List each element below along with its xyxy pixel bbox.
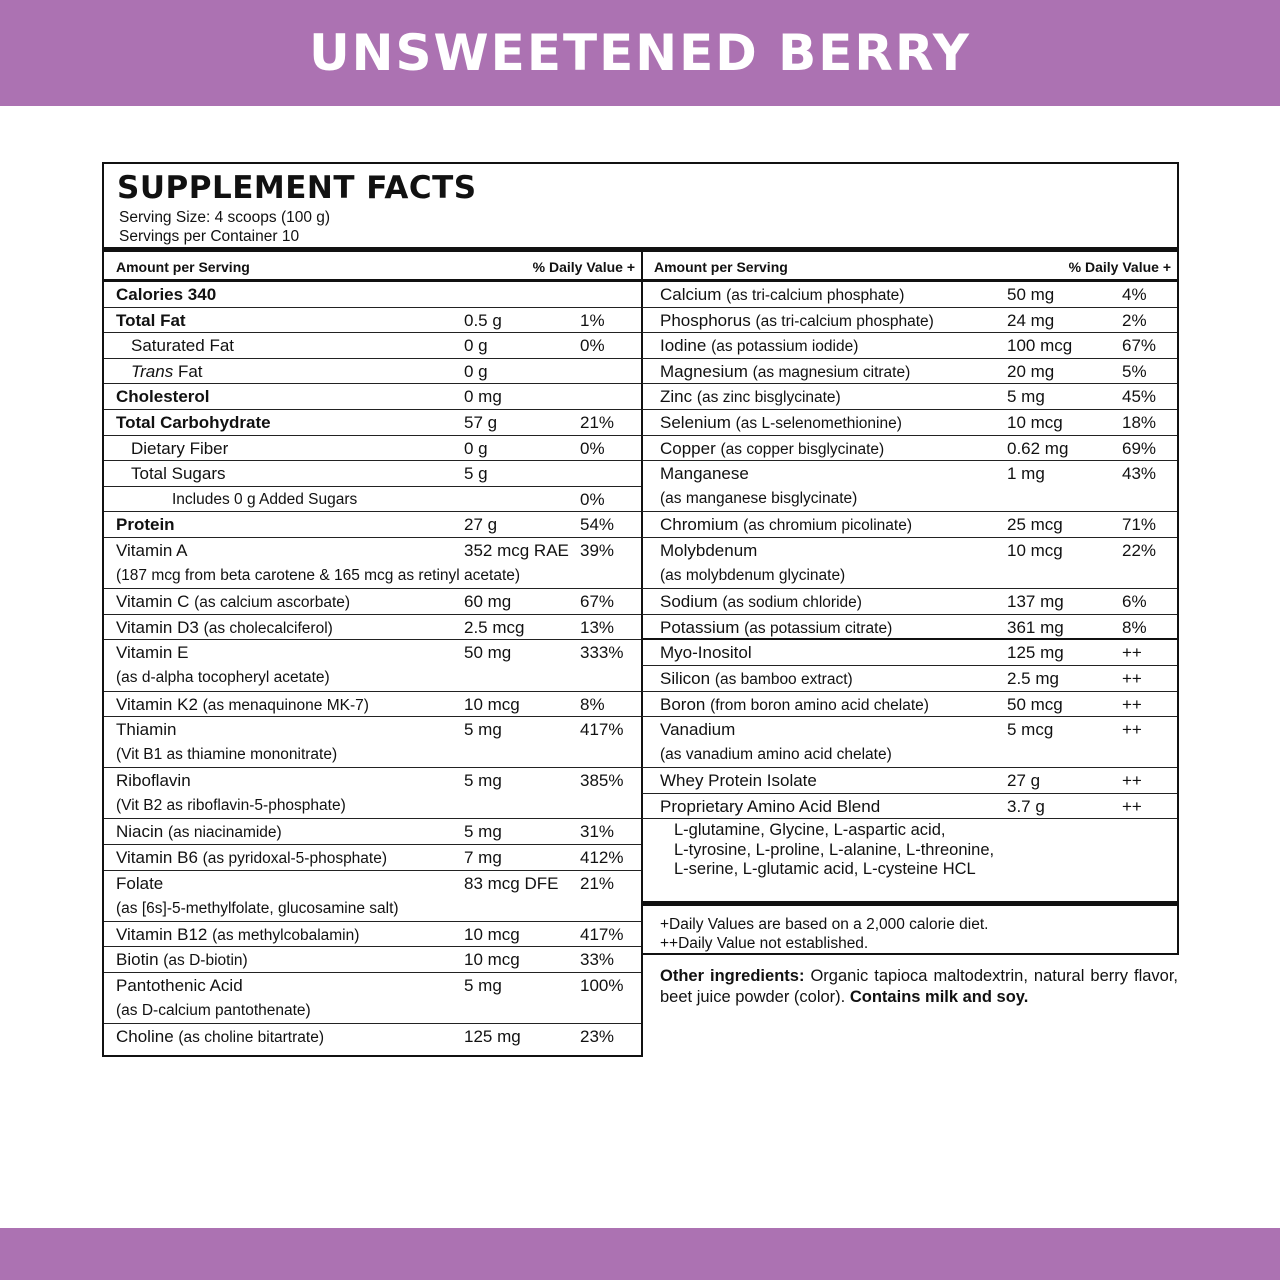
nutrient-row [104, 512, 641, 538]
nutrient-name [172, 491, 357, 509]
nutrient-daily-value: ++ [1122, 796, 1142, 816]
nutrient-daily-value: 21% [580, 873, 615, 893]
nutrient-name-text: Total Carbohydrate [116, 412, 271, 432]
nutrient-source: (as bamboo extract) [714, 670, 853, 688]
allergen-statement: Contains milk and soy. [849, 988, 1029, 1006]
nutrient-name-text: Silicon [660, 668, 711, 688]
nutrient-amount: 5 mg [1007, 387, 1045, 407]
nutrient-row [642, 640, 1177, 666]
daily-value-header: % Daily Value + [1068, 259, 1171, 275]
nutrient-source: (Vit B1 as thiamine mononitrate) [116, 746, 338, 764]
nutrient-name-text: Saturated Fat [131, 336, 235, 356]
nutrient-row [642, 282, 1177, 308]
nutrient-source: (as chromium picolinate) [743, 517, 912, 535]
nutrient-name [660, 515, 912, 535]
nutrient-name-text: Manganese [660, 464, 749, 484]
nutrient-name [116, 541, 188, 561]
nutrient-amount: 20 mg [1007, 361, 1055, 381]
nutrient-source: (as menaquinone MK-7) [202, 696, 369, 714]
nutrient-source: (as molybdenum glycinate) [660, 566, 846, 584]
nutrient-row [642, 333, 1177, 359]
nutrient-amount: 0 g [464, 438, 488, 458]
nutrient-daily-value: 13% [580, 617, 615, 637]
nutrient-amount: 10 mcg [464, 924, 520, 944]
nutrient-name [116, 592, 350, 612]
nutrient-name-text: Calcium [660, 285, 722, 304]
nutrient-name-text: Includes 0 g Added Sugars [172, 490, 358, 508]
nutrient-name [131, 362, 203, 382]
nutrient-amount: 3.7 g [1007, 796, 1045, 816]
nutrient-amount: 100 mcg [1007, 336, 1073, 356]
footnote-daily-value: +Daily Values are based on a 2,000 calorie diet. [660, 916, 989, 934]
nutrient-name [660, 413, 902, 433]
nutrient-name [116, 976, 243, 996]
nutrient-name-text: Potassium [660, 617, 740, 637]
nutrient-amount: 50 mg [464, 643, 512, 663]
nutrient-daily-value: ++ [1122, 643, 1142, 663]
nutrient-name-text: Vanadium [660, 720, 736, 740]
nutrient-name [116, 925, 359, 945]
nutrient-name-text: Vitamin C [116, 592, 190, 612]
nutrient-name [660, 464, 749, 484]
nutrient-name [660, 669, 853, 689]
nutrient-daily-value: 33% [580, 950, 615, 970]
nutrient-row [104, 359, 641, 385]
nutrient-source: (as methylcobalamin) [212, 926, 360, 944]
nutrient-daily-value: 71% [1122, 515, 1157, 535]
blend-line: L-tyrosine, L-proline, L-alanine, L-threonine, [674, 840, 995, 859]
nutrient-name [116, 874, 163, 894]
nutrient-name [660, 336, 858, 356]
footnote-not-established: ++Daily Value not established. [660, 935, 869, 953]
nutrient-name-italic: Trans [131, 361, 174, 381]
facts-header [102, 162, 1179, 247]
nutrient-row [642, 538, 1177, 589]
nutrient-source: (as tri-calcium phosphate) [726, 287, 905, 304]
nutrient-source: (as D-calcium pantothenate) [116, 1002, 311, 1020]
nutrient-name [116, 848, 387, 868]
nutrient-daily-value: 69% [1122, 438, 1157, 458]
nutrient-source: (as sodium chloride) [722, 594, 862, 612]
nutrient-source: (from boron amino acid chelate) [710, 696, 929, 714]
nutrient-name-text: Dietary Fiber [131, 438, 229, 458]
nutrient-name-text: Copper [660, 438, 716, 458]
blend-line: L-serine, L-glutamic acid, L-cysteine HCL [674, 860, 976, 879]
nutrient-source: (as tri-calcium phosphate) [755, 312, 934, 330]
nutrient-name-text: Calories 340 [116, 285, 217, 304]
nutrient-amount: 137 mg [1007, 592, 1064, 612]
nutrient-amount: 0.62 mg [1007, 438, 1069, 458]
nutrient-amount: 0 g [464, 361, 488, 381]
nutrient-row [104, 871, 641, 922]
nutrient-source: (as cholecalciferol) [203, 619, 333, 637]
nutrient-amount: 5 mg [464, 976, 502, 996]
nutrient-row [642, 512, 1177, 538]
nutrient-name [660, 387, 841, 407]
nutrient-name [660, 592, 862, 612]
nutrient-name-text: Zinc [660, 387, 693, 407]
nutrient-name-text: Sodium [660, 592, 718, 612]
nutrient-name-text: Vitamin K2 [116, 694, 198, 714]
nutrient-name-text: Folate [116, 873, 164, 893]
nutrient-row [642, 794, 1177, 820]
nutrient-amount: 5 mg [464, 822, 502, 842]
amount-per-serving-header: Amount per Serving [654, 259, 788, 275]
nutrient-amount: 27 g [1007, 771, 1041, 791]
nutrient-row [104, 333, 641, 359]
serving-size: Serving Size: 4 scoops (100 g) [119, 209, 331, 226]
nutrient-row [642, 717, 1177, 768]
nutrient-name-text: Boron [660, 694, 706, 714]
nutrient-daily-value: 8% [580, 694, 605, 714]
nutrient-source: (as potassium citrate) [744, 619, 893, 637]
left-column [102, 252, 643, 1057]
nutrient-source: (as pyridoxal-5-phosphate) [202, 850, 388, 868]
nutrient-daily-value: 100% [580, 976, 624, 996]
flavor-title: UNSWEETENED BERRY [309, 24, 971, 82]
nutrient-daily-value: 31% [580, 822, 615, 842]
nutrient-amount: 50 mcg [1007, 694, 1063, 714]
nutrient-name-text: Riboflavin [116, 771, 191, 791]
nutrient-name-text: Iodine [660, 336, 707, 356]
nutrient-amount: 25 mcg [1007, 515, 1063, 535]
nutrient-amount: 7 mg [464, 848, 502, 868]
nutrient-amount: 83 mcg DFE [464, 873, 559, 893]
nutrient-daily-value: ++ [1122, 668, 1142, 688]
nutrient-name [660, 618, 892, 638]
nutrient-amount: 0.5 g [464, 310, 502, 330]
other-ingredients-label: Other ingredients: [660, 967, 805, 985]
nutrient-row [642, 410, 1177, 436]
nutrient-amount: 2.5 mcg [464, 617, 525, 637]
nutrient-name [116, 822, 282, 842]
nutrient-row [642, 666, 1177, 692]
nutrient-row [104, 282, 641, 308]
nutrient-source: (as manganese bisglycinate) [660, 490, 858, 508]
nutrient-daily-value: 18% [1122, 412, 1157, 432]
nutrient-name-text: Protein [116, 515, 175, 535]
nutrient-name [116, 618, 333, 638]
nutrient-row [104, 308, 641, 334]
nutrient-name-text: Vitamin A [116, 540, 188, 560]
nutrient-name-text: Vitamin D3 [116, 617, 199, 637]
nutrient-row [642, 359, 1177, 385]
nutrient-source: (187 mcg from beta carotene & 165 mcg as retinyl acetate) [116, 566, 521, 584]
nutrient-source: (as choline bitartrate) [178, 1029, 324, 1047]
nutrient-name [116, 285, 216, 305]
nutrient-name-text: Cholesterol [116, 387, 210, 407]
nutrient-amount: 5 mcg [1007, 720, 1054, 740]
right-rows [642, 282, 1177, 819]
nutrient-row [642, 436, 1177, 462]
nutrient-name-text: Vitamin B6 [116, 848, 198, 868]
nutrient-amount: 2.5 mg [1007, 668, 1059, 688]
nutrient-source: (as [6s]-5-methylfolate, glucosamine salt) [116, 899, 399, 917]
nutrient-amount: 10 mcg [464, 950, 520, 970]
nutrient-name [660, 643, 752, 663]
nutrient-name [660, 285, 904, 305]
nutrient-row [642, 589, 1177, 615]
nutrient-name-text: Thiamin [116, 720, 177, 740]
nutrient-amount: 0 mg [464, 387, 502, 407]
nutrient-name [131, 336, 234, 356]
nutrient-name-text: Selenium [660, 412, 731, 432]
nutrient-daily-value: 54% [580, 515, 615, 535]
nutrient-name-text: Molybdenum [660, 540, 758, 560]
nutrient-name [116, 1027, 324, 1047]
supplement-facts-panel [102, 162, 1179, 1057]
nutrient-name [116, 695, 369, 715]
nutrient-row [104, 615, 641, 641]
nutrient-source: (as zinc bisglycinate) [696, 389, 841, 407]
nutrient-daily-value: 0% [580, 489, 605, 509]
nutrient-amount: 24 mg [1007, 310, 1055, 330]
nutrient-daily-value: 5% [1122, 361, 1147, 381]
nutrient-amount: 57 g [464, 412, 498, 432]
nutrient-name [116, 311, 186, 331]
nutrient-daily-value: 45% [1122, 387, 1157, 407]
nutrient-daily-value: 67% [580, 592, 615, 612]
nutrient-name-text: Total Fat [116, 310, 186, 330]
nutrient-name [660, 797, 880, 817]
nutrient-amount: 27 g [464, 515, 498, 535]
amino-blend-ingredients [642, 819, 1177, 906]
nutrient-daily-value: ++ [1122, 771, 1142, 791]
nutrient-daily-value: ++ [1122, 720, 1142, 740]
nutrient-name-text: Magnesium [660, 361, 748, 381]
nutrient-source: (as d-alpha tocopheryl acetate) [116, 669, 330, 687]
nutrient-daily-value: 39% [580, 540, 615, 560]
nutrient-name [116, 720, 176, 740]
nutrient-amount: 5 mg [464, 720, 502, 740]
nutrient-amount: 50 mg [1007, 285, 1055, 304]
nutrient-row [104, 768, 641, 819]
nutrient-amount: 1 mg [1007, 464, 1045, 484]
nutrient-row [104, 922, 641, 948]
nutrient-name-text: Vitamin B12 [116, 924, 208, 944]
nutrient-row [104, 410, 641, 436]
nutrient-row [104, 487, 641, 513]
nutrient-name-text: Chromium [660, 515, 739, 535]
nutrient-daily-value: 4% [1122, 285, 1147, 304]
nutrient-name-text: Whey Protein Isolate [660, 771, 817, 791]
nutrient-amount: 0 g [464, 336, 488, 356]
nutrient-row [104, 1024, 641, 1050]
footnotes [642, 906, 1177, 962]
nutrient-row [642, 615, 1177, 641]
nutrient-name-text: Phosphorus [660, 310, 751, 330]
nutrient-row [104, 589, 641, 615]
nutrient-name [131, 464, 226, 484]
nutrient-name [116, 515, 175, 535]
nutrient-daily-value: 417% [580, 924, 624, 944]
nutrient-source: (as copper bisglycinate) [720, 440, 885, 458]
nutrient-source: (as calcium ascorbate) [194, 594, 351, 612]
other-ingredients-text: Organic tapioca maltodextrin, natural berry flavor, beet juice powder (color). [660, 967, 1179, 1006]
nutrient-name [660, 695, 929, 715]
nutrient-daily-value: 67% [1122, 336, 1157, 356]
nutrient-amount: 352 mcg RAE [464, 540, 569, 560]
daily-value-header: % Daily Value + [532, 259, 635, 275]
nutrient-name [116, 950, 248, 970]
nutrient-name [116, 643, 188, 663]
nutrient-daily-value: 2% [1122, 310, 1147, 330]
nutrient-daily-value: 22% [1122, 540, 1157, 560]
nutrient-name-text: Vitamin E [116, 643, 189, 663]
footer-bar [0, 1228, 1280, 1280]
blend-line: L-glutamine, Glycine, L-aspartic acid, [674, 821, 946, 840]
nutrient-source: (as L-selenomethionine) [735, 414, 902, 432]
nutrient-name [131, 439, 228, 459]
left-column-header [104, 252, 641, 282]
nutrient-daily-value: 43% [1122, 464, 1157, 484]
nutrient-name-text: Niacin [116, 822, 164, 842]
nutrient-name [660, 771, 817, 791]
nutrient-name-text: Total Sugars [131, 464, 226, 484]
nutrient-name-text: Choline [116, 1027, 174, 1047]
amount-per-serving-header: Amount per Serving [116, 259, 250, 275]
nutrient-row [104, 717, 641, 768]
nutrient-source: (Vit B2 as riboflavin-5-phosphate) [116, 797, 346, 815]
nutrient-daily-value: 333% [580, 643, 624, 663]
nutrient-name [660, 720, 735, 740]
facts-title: SUPPLEMENT FACTS [117, 170, 477, 206]
nutrient-daily-value: 385% [580, 771, 624, 791]
nutrient-source: (as potassium iodide) [711, 338, 859, 356]
nutrient-source: (as niacinamide) [167, 824, 282, 842]
nutrient-daily-value: 23% [580, 1027, 615, 1047]
nutrient-daily-value: 0% [580, 438, 605, 458]
nutrient-row [104, 384, 641, 410]
nutrient-amount: 10 mcg [1007, 540, 1063, 560]
nutrient-row [104, 538, 641, 589]
nutrient-amount: 10 mcg [1007, 412, 1063, 432]
nutrient-source: (as D-biotin) [163, 952, 248, 970]
nutrient-row [104, 461, 641, 487]
nutrient-daily-value: 21% [580, 412, 615, 432]
nutrient-name-text: Fat [177, 361, 203, 381]
nutrient-daily-value: 412% [580, 848, 624, 868]
nutrient-name-text: Myo-Inositol [660, 643, 752, 663]
nutrient-amount: 5 mg [464, 771, 502, 791]
nutrient-name-text: Biotin [116, 950, 159, 970]
nutrient-row [104, 819, 641, 845]
nutrient-amount: 5 g [464, 464, 488, 484]
nutrient-row [642, 692, 1177, 718]
nutrient-name-text: Pantothenic Acid [116, 976, 243, 996]
nutrient-name [116, 413, 271, 433]
nutrient-daily-value: ++ [1122, 694, 1142, 714]
nutrient-name-text: Proprietary Amino Acid Blend [660, 796, 881, 816]
nutrient-amount: 10 mcg [464, 694, 520, 714]
nutrient-row [642, 308, 1177, 334]
nutrient-daily-value: 6% [1122, 592, 1147, 612]
nutrient-row [642, 384, 1177, 410]
nutrient-row [104, 640, 641, 691]
left-rows [104, 282, 641, 1050]
nutrient-daily-value: 8% [1122, 617, 1147, 637]
other-ingredients [660, 966, 1178, 1008]
flavor-banner [0, 0, 1280, 106]
nutrient-row [642, 461, 1177, 512]
nutrient-source: (as vanadium amino acid chelate) [660, 746, 892, 764]
nutrient-name [660, 439, 884, 459]
nutrient-row [104, 436, 641, 462]
nutrient-row [104, 845, 641, 871]
nutrient-amount: 60 mg [464, 592, 512, 612]
nutrient-name [660, 541, 757, 561]
nutrient-name [116, 387, 210, 407]
nutrient-daily-value: 417% [580, 720, 624, 740]
nutrient-name [116, 771, 191, 791]
right-column-header [642, 252, 1177, 282]
nutrient-source: (as magnesium citrate) [752, 363, 911, 381]
nutrient-name [660, 362, 910, 382]
nutrient-amount: 125 mg [464, 1027, 521, 1047]
nutrient-amount: 361 mg [1007, 617, 1064, 637]
servings-per-container: Servings per Container 10 [119, 228, 300, 245]
right-column [642, 252, 1179, 955]
nutrient-row [104, 692, 641, 718]
nutrient-daily-value: 1% [580, 310, 605, 330]
nutrient-row [642, 768, 1177, 794]
nutrient-amount: 125 mg [1007, 643, 1064, 663]
nutrient-row [104, 973, 641, 1024]
nutrient-daily-value: 0% [580, 336, 605, 356]
nutrient-row [104, 947, 641, 973]
nutrient-name [660, 311, 934, 331]
